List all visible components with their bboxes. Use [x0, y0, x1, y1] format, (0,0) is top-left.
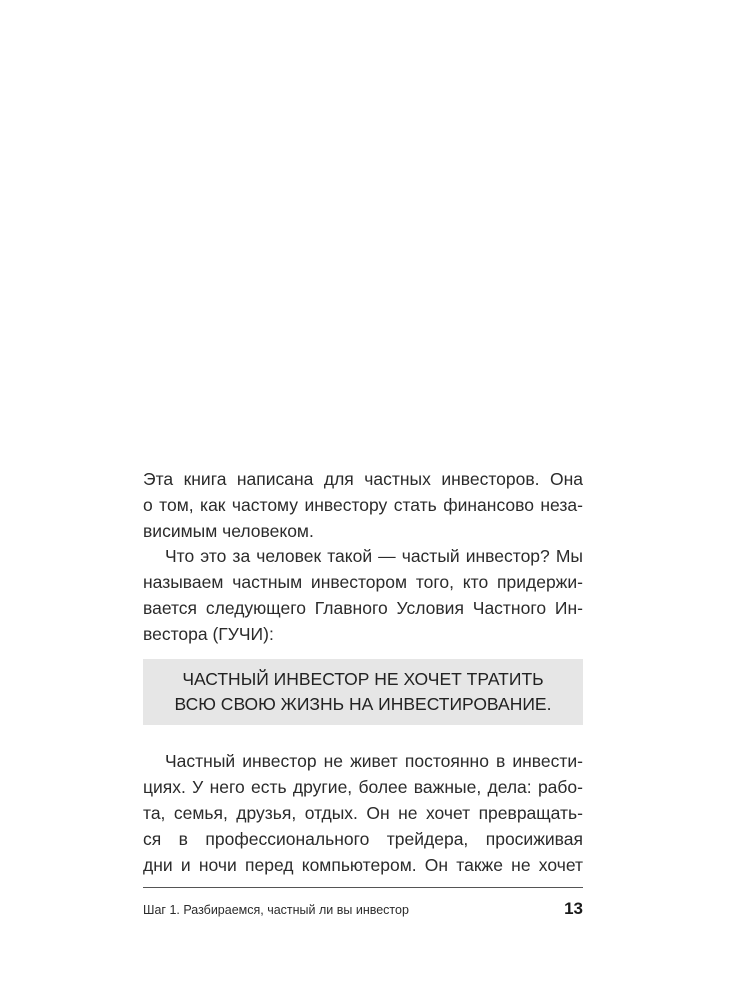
text-line: вестора (ГУЧИ):	[143, 624, 274, 644]
text-line: ся в профессионального трейдера, просиживая	[143, 829, 583, 849]
text-line: Эта книга написана для частных инвесторов. Она	[143, 469, 583, 489]
paragraph-intro	[143, 466, 583, 544]
text-line: Что это за человек такой — частый инвестор? Мы	[165, 546, 583, 566]
paragraph-definition	[143, 543, 583, 647]
running-title: Шаг 1. Разбираемся, частный ли вы инвестор	[143, 903, 409, 917]
highlighted-callout-box	[143, 659, 583, 725]
callout-line: ЧАСТНЫЙ ИНВЕСТОР НЕ ХОЧЕТ ТРАТИТЬ	[182, 669, 544, 689]
paragraph-explanation	[143, 748, 583, 878]
text-line: циях. У него есть другие, более важные, дела: рабо-	[143, 777, 583, 797]
callout-line: ВСЮ СВОЮ ЖИЗНЬ НА ИНВЕСТИРОВАНИЕ.	[174, 694, 552, 714]
text-line: о том, как частому инвестору стать финансово неза-	[143, 495, 583, 515]
footer-divider	[143, 887, 583, 888]
text-line: висимым человеком.	[143, 521, 314, 541]
page-number: 13	[564, 899, 583, 918]
text-line: дни и ночи перед компьютером. Он также не хочет	[143, 855, 583, 875]
text-line: вается следующего Главного Условия Частного Ин-	[143, 598, 583, 618]
text-line: Частный инвестор не живет постоянно в инвести-	[165, 751, 583, 771]
text-line: та, семья, друзья, отдых. Он не хочет превращать-	[143, 803, 583, 823]
text-line: называем частным инвестором того, кто придержи-	[143, 572, 583, 592]
